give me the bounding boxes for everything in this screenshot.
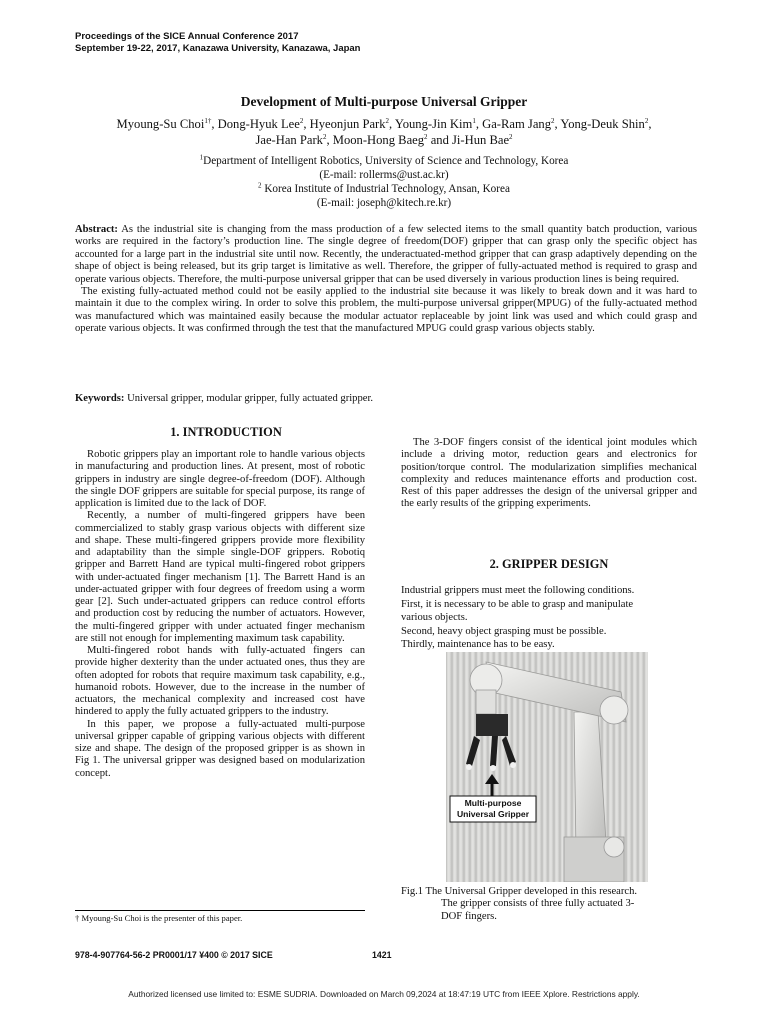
conference-name: Proceedings of the SICE Annual Conference 2017 (75, 31, 299, 42)
intro-paragraph-5: The 3-DOF fingers consist of the identical joint modules which include a driving motor, reduction gears and electronics for position/torque control. The modularization simplifies mechanical complexity and reduces maintenance efforts and production cost. Rest of this paper addresses the design of the universal gripper and the early results of the gripping experiments. (401, 437, 697, 510)
affiliation-2-email: (E-mail: joseph@kitech.re.kr) (316, 197, 452, 209)
caption-line-1: Fig.1 The Universal Gripper developed in this research. (401, 886, 638, 897)
footnote-rule (75, 910, 365, 911)
conference-dates: September 19-22, 2017, Kanazawa University, Kanazawa, Japan (75, 43, 361, 54)
caption-line-3: DOF fingers. (441, 910, 497, 922)
figure-label: Multi-purpose Universal Gripper (456, 798, 530, 819)
condition-line-1: Industrial grippers must meet the following conditions. (401, 585, 635, 596)
page-number: 1421 (372, 950, 392, 960)
abstract-paragraph-1: Abstract: As the industrial site is changing from the mass production of a few selected items to the small quantity batch production, various works are required in the factory’s production line. The single degree of freedom(DOF) gripper that can grasp only the specific object has accounted for a large part in the industrial site until now. Recently, the underactuated-method gripper that can grasp adaptively depending on the shape of object is being released, but its grip target is limitative as well. Therefore, the gripper of fully-actuated method is required to grasp and operate various objects. Therefore, the multi-purpose universal gripper that can be used diversely in various production lines is being required. (75, 224, 697, 285)
affiliation-1-email: (E-mail: rollerms@ust.ac.kr) (319, 169, 449, 181)
figure-caption (401, 886, 697, 923)
condition-line-4: Second, heavy object grasping must be possible. (401, 625, 607, 637)
section-heading-gripper-design: 2. GRIPPER DESIGN (489, 557, 609, 571)
condition-line-3: various objects. (401, 612, 468, 624)
license-notice: Authorized licensed use limited to: ESME SUDRIA. Downloaded on March 09,2024 at 18:47:19 UTC from IEEE Xplore. Restrictions apply. (128, 989, 640, 999)
section-heading-introduction: 1. INTRODUCTION (170, 425, 282, 439)
intro-paragraph-2: Recently, a number of multi-fingered grippers have been commercialized to stably grasp various objects with different size and shape. These multi-fingered grippers provide more flexibility and adaptability than the simple single-DOF grippers. Robotiq gripper and Barrett Hand are typical multi-fingered robot grippers with under-actuated finger mechanism [1]. The Barrett Hand is an under-actuated gripper with four degrees of freedom using a worm gear [2]. Such under-actuated grippers can reduce control efforts and production cost by reducing the number of actuators. However, the multi-fingered gripper with under actuated finger mechanism are still not enough for implementing maximum task capability. (75, 510, 365, 644)
author-line-1: Myoung-Su Choi$^{1\dagger}$, Dong-Hyuk Lee$^2$, Hyeonjun Park$^2$, Young-Jin Kim$^1$, Ga-Ram Jang$^2$, Yong-Deuk Shin$^2$, (116, 116, 652, 131)
left-column (75, 449, 365, 780)
right-column-intro (401, 437, 697, 511)
figure-robot-photo (446, 652, 648, 882)
condition-line-2: First, it is necessary to be able to grasp and manipulate (401, 598, 634, 610)
design-conditions (401, 584, 697, 652)
footnote: † Myoung-Su Choi is the presenter of this paper. (75, 913, 243, 923)
affiliation-1: $^1$Department of Intelligent Robotics, University of Science and Technology, Korea (199, 153, 569, 167)
isbn-line: 978-4-907764-56-2 PR0001/17 ¥400 © 2017 SICE (75, 950, 273, 960)
author-line-2: Jae-Han Park$^2$, Moon-Hong Baeg$^2$ and Ji-Hun Bae$^2$ (255, 132, 513, 147)
paper-title: Development of Multi-purpose Universal Gripper (240, 94, 528, 109)
robot-gripper-illustration (446, 652, 648, 882)
abstract-paragraph-2: The existing fully-actuated method could not be easily applied to the industrial site because it was likely to break down and it was hard to maintain it due to the complex wiring. In order to solve this problem, the multi-purpose universal gripper(MPUG) of the fully-actuated method was manufactured which was maintained easily because the modular actuator replaceable by joint link was used and which could grasp and operate various objects. It was confirmed through the test that the manufactured MPUG could grasp various objects stably. (75, 286, 697, 335)
condition-line-5: Thirdly, maintenance has to be easy. (401, 639, 555, 651)
caption-line-2: The gripper consists of three fully actuated 3- (441, 898, 635, 910)
keywords: Keywords: Universal gripper, modular gripper, fully actuated gripper. (75, 393, 374, 404)
author-list (75, 116, 693, 148)
intro-paragraph-3: Multi-fingered robot hands with fully-actuated fingers can provide higher dexterity than the under actuated ones, thus they are often adopted for robots that require maximum task capability, e.g., humanoid robots. However, due to the increase in the number of actuators, the mechanical complexity and increased cost have hindered to apply the fully actuated grippers to the industry. (75, 645, 365, 718)
affiliations (75, 154, 693, 210)
affiliation-2: $^2$ Korea Institute of Industrial Technology, Ansan, Korea (258, 181, 510, 195)
intro-paragraph-4: In this paper, we propose a fully-actuated multi-purpose universal gripper capable of gripping various objects with different size and shape. The design of the proposed gripper is as shown in Fig 1. The universal gripper was designed based on modularization concept. (75, 718, 365, 779)
abstract (75, 224, 697, 336)
intro-paragraph-1: Robotic grippers play an important role to handle various objects in manufacturing and production lines. At present, most of robotic grippers in industry are single degree-of-freedom (DOF). Although the single DOF grippers are suitable for special purpose, its range of application is limited due to the lack of DOF. (75, 449, 365, 509)
